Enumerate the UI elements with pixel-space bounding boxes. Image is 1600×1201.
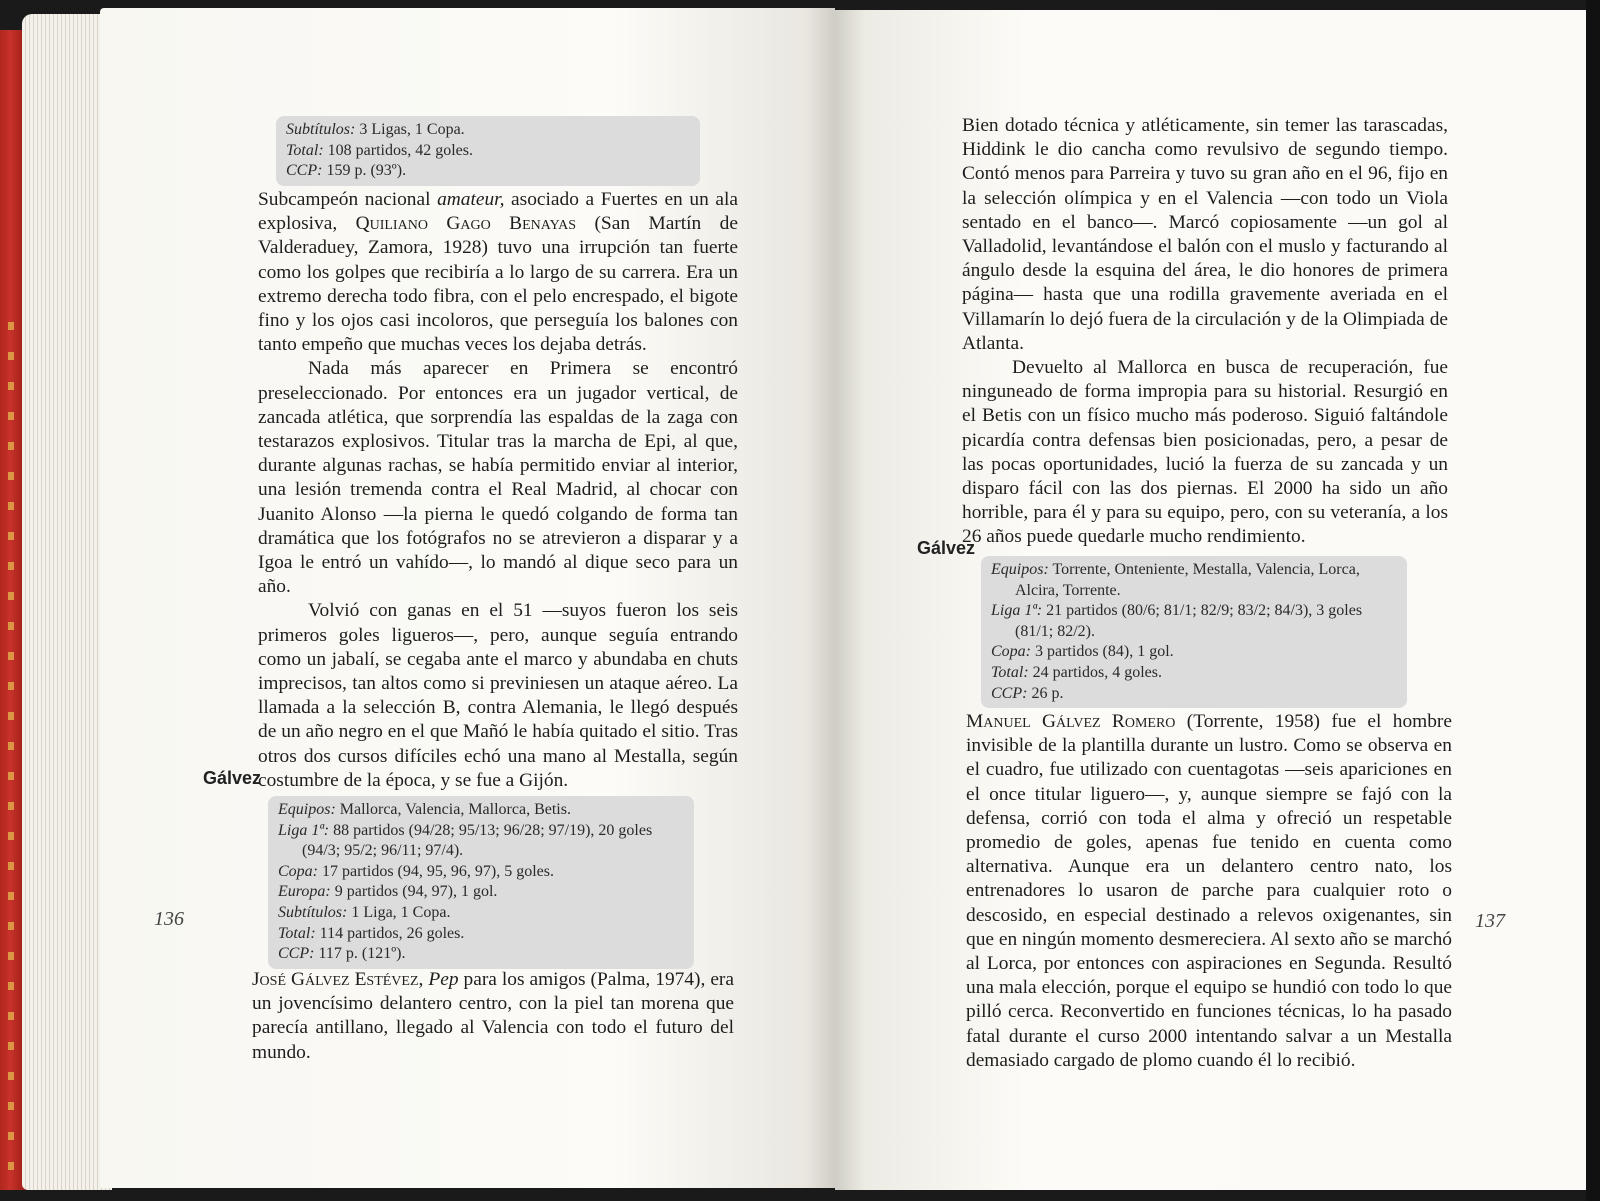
- right-body-1: [962, 114, 1448, 550]
- paragraph: Volvió con ganas en el 51 —suyos fueron los seis primeros goles ligueros—, pero, aunque seguía entrando como un jabalí, se cegaba ante el marco y abundaba en chuts imprecisos, tan altos como si previniesen un ataque aéreo. La llamada a la selección B, contra Alemania, le llegó después de un año negro en el que Mañó le había quitado el sitio. Tras otros dos cursos difíciles echó una mano al Mestalla, según costumbre de la época, y se fue a Gijón.: [258, 600, 738, 791]
- stats-line: Europa: 9 partidos (94, 97), 1 gol.: [278, 883, 498, 901]
- page-number: 136: [154, 908, 184, 930]
- right-page: [835, 10, 1593, 1190]
- cover-decoration: [8, 300, 14, 1180]
- stats-box-top: [276, 116, 700, 186]
- stats-line: CCP: 117 p. (121º).: [278, 945, 406, 963]
- page-number: 137: [1475, 910, 1505, 932]
- stats-line: Equipos: Mallorca, Valencia, Mallorca, Betis.: [278, 801, 571, 818]
- paragraph: Nada más aparecer en Primera se encontró preseleccionado. Por entonces era un jugador vertical, de zancada atlética, que sorprendía las espaldas de la zaga con testarazos explosivos. Titular tras la marcha de Epi, al que, durante algunas rachas, se había permitido enviar al interior, una lesión tremenda contra el Real Madrid, al chocar con Juanito Alonso —la pierna le quedó colgando de forma tan dramática que los fotógrafos no se atrevieron a disparar y a Igoa le entró un vahído—, lo mandó al dique seco para un año.: [258, 358, 738, 598]
- stats-line: Total: 24 partidos, 4 goles.: [991, 663, 1162, 681]
- stats-box: [268, 796, 694, 969]
- left-body-2: [252, 968, 734, 1065]
- paragraph: Bien dotado técnica y atléticamente, sin temer las tarascadas, Hiddink le dio cancha como revulsivo de segundo tiempo. Contó menos para Parreira y tuvo su gran año en el 96, fijo en la selección olímpica y en el Valencia —con todo un Viola sentado en el banco—. Marcó copiosamente —un gol al Valladolid, levantándose el balón con el muslo y facturando al ángulo desde la esquina del área, le dio honores de primera página— hasta que una rodilla gravemente averiada en el Villamarín lo dejó fuera de la circulación y de la Olimpiada de Atlanta.: [962, 115, 1448, 354]
- player-name: José Gálvez Estévez,: [252, 969, 424, 990]
- stats-line: Copa: 3 partidos (84), 1 gol.: [991, 643, 1174, 661]
- stats-line: CCP: 159 p. (93º).: [286, 162, 407, 180]
- left-body-1: [258, 188, 738, 793]
- paragraph: Subcampeón nacional amateur, asociado a Fuertes en un ala explosiva, Quiliano Gago Benayas (San Martín de Valderaduey, Zamora, 1928) tuvo una irrupción tan fuerte como los golpes que recibiría a lo largo de su carrera. Era un extremo derecha todo fibra, con el pelo encrespado, el bigote fino y los ojos casi incoloros, que perseguía los balones con tanto empeño que muchas veces los dejaba detrás.: [258, 189, 738, 356]
- stats-line: Subtítulos: 1 Liga, 1 Copa.: [278, 903, 451, 921]
- stats-line: Total: 114 partidos, 26 goles.: [278, 924, 465, 942]
- stats-line: Subtítulos: 3 Ligas, 1 Copa.: [286, 121, 465, 138]
- entry-heading: Gálvez: [917, 538, 976, 558]
- page-stack-edge: [22, 14, 112, 1190]
- paragraph: Manuel Gálvez Romero (Torrente, 1958) fue el hombre invisible de la plantilla durante un lustro. Como se observa en el cuadro, fue utilizado con cuentagotas —seis apariciones en el once titular liguero—, y, aunque siempre se fajó con la defensa, corrió con toda el alma y ofreció un respetable promedio de goles, apenas fue tenido en cuenta como alternativa. Aunque era un delantero centro nato, los entrenadores lo usaron de parche para cualquier roto o descosido, en especial destinado a relevos oxigenantes, sin que en ningún momento desmereciera. Al sexto año se marchó al Lorca, por entonces con aspiraciones en Segunda. Resultó una mala elección, porque el equipo se hundió con todo lo que pilló cerca. Reconvertido en funciones técnicas, lo ha pasado fatal durante el curso 2000 intentando salvar a un Mestalla demasiado cargado de plomo cuando él lo recibió.: [966, 711, 1452, 1071]
- player-name: Manuel Gálvez Romero: [966, 711, 1176, 732]
- background-edge: [1586, 0, 1600, 1201]
- player-name: Quiliano Gago Benayas: [355, 213, 577, 235]
- paragraph: José Gálvez Estévez, Pep para los amigos (Palma, 1974), era un jovencísimo delantero centro, con la piel tan morena que parecía antillano, llegado al Valencia con todo el futuro del mundo.: [252, 969, 734, 1063]
- right-body-2: [966, 710, 1452, 1073]
- stats-line: Copa: 17 partidos (94, 95, 96, 97), 5 goles.: [278, 862, 554, 880]
- stats-line: Total: 108 partidos, 42 goles.: [286, 141, 473, 159]
- stats-box: [981, 556, 1407, 708]
- entry-heading: Gálvez: [203, 768, 262, 788]
- stats-line: CCP: 26 p.: [991, 684, 1064, 702]
- paragraph: Devuelto al Mallorca en busca de recuperación, fue ninguneado de forma impropia para su historial. Resurgió en el Betis con un físico mucho más poderoso. Siguió faltándole picardía contra defensas bien posicionadas, pero, a pesar de las pocas oportunidades, lució la fuerza de su zancada y un disparo fácil con las dos piernas. El 2000 ha sido un año horrible, para él y para su equipo, pero, con su veteranía, a los 26 años puede quedarle mucho rendimiento.: [962, 357, 1448, 548]
- stats-line: Liga 1ª: 88 partidos (94/28; 95/13; 96/28; 97/19), 20 goles (94/3; 95/2; 96/11; 97/4).: [278, 821, 653, 860]
- left-page: [100, 8, 835, 1188]
- stats-line: Liga 1ª: 21 partidos (80/6; 81/1; 82/9; 83/2; 84/3), 3 goles (81/1; 82/2).: [991, 602, 1363, 640]
- stats-line: Equipos: Torrente, Onteniente, Mestalla, Valencia, Lorca, Alcira, Torrente.: [991, 561, 1360, 599]
